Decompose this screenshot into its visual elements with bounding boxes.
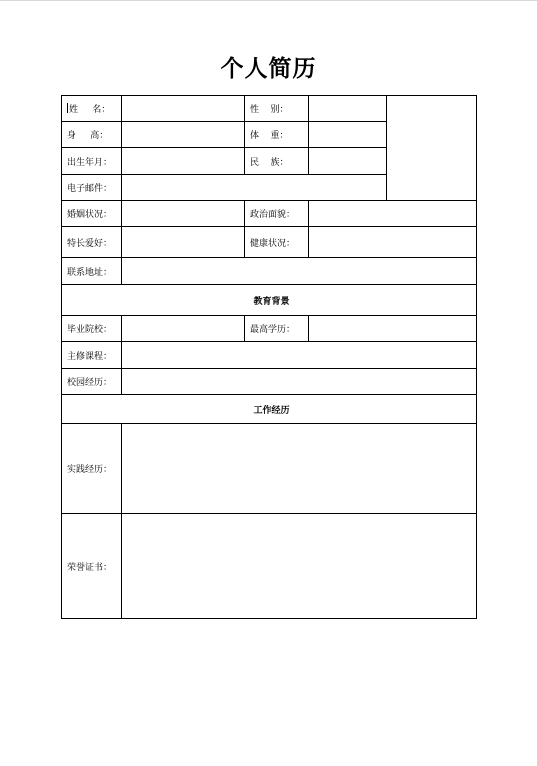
- courses-label: 主修课程：: [62, 342, 122, 369]
- degree-label: 最高学历：: [245, 316, 309, 342]
- address-field[interactable]: [122, 258, 477, 285]
- page-title: 个人简历: [220, 55, 317, 82]
- degree-field[interactable]: [309, 316, 477, 342]
- photo-box[interactable]: [387, 96, 477, 201]
- hobbies-field[interactable]: [122, 227, 245, 258]
- birth-label: 出生年月：: [62, 148, 122, 175]
- campus-label: 校园经历：: [62, 369, 122, 395]
- marital-label: 婚姻状况：: [62, 201, 122, 227]
- work-heading: 工作经历: [62, 395, 477, 424]
- email-label: 电子邮件：: [62, 175, 122, 201]
- school-label: 毕业院校：: [62, 316, 122, 342]
- health-label: 健康状况：: [245, 227, 309, 258]
- height-label: 身 高：: [62, 122, 122, 148]
- marital-field[interactable]: [122, 201, 245, 227]
- ethnicity-field[interactable]: [309, 148, 387, 175]
- name-label: 姓 名：: [62, 96, 122, 122]
- hobbies-label: 特长爱好：: [62, 227, 122, 258]
- name-field[interactable]: [122, 96, 245, 122]
- political-label: 政治面貌：: [245, 201, 309, 227]
- address-label: 联系地址：: [62, 258, 122, 285]
- weight-label: 体 重：: [245, 122, 309, 148]
- honors-label: 荣誉证书：: [62, 514, 122, 619]
- practice-field[interactable]: [122, 424, 477, 514]
- practice-label: 实践经历：: [62, 424, 122, 514]
- education-heading: 教育背景: [62, 285, 477, 316]
- gender-label: 性 别：: [245, 96, 309, 122]
- courses-field[interactable]: [122, 342, 477, 369]
- top-border: [0, 0, 537, 1]
- honors-field[interactable]: [122, 514, 477, 619]
- height-field[interactable]: [122, 122, 245, 148]
- health-field[interactable]: [309, 227, 477, 258]
- school-field[interactable]: [122, 316, 245, 342]
- text-cursor: [67, 103, 68, 113]
- gender-field[interactable]: [309, 96, 387, 122]
- email-field[interactable]: [122, 175, 387, 201]
- birth-field[interactable]: [122, 148, 245, 175]
- weight-field[interactable]: [309, 122, 387, 148]
- campus-field[interactable]: [122, 369, 477, 395]
- resume-table: [61, 95, 477, 619]
- ethnicity-label: 民 族：: [245, 148, 309, 175]
- political-field[interactable]: [309, 201, 477, 227]
